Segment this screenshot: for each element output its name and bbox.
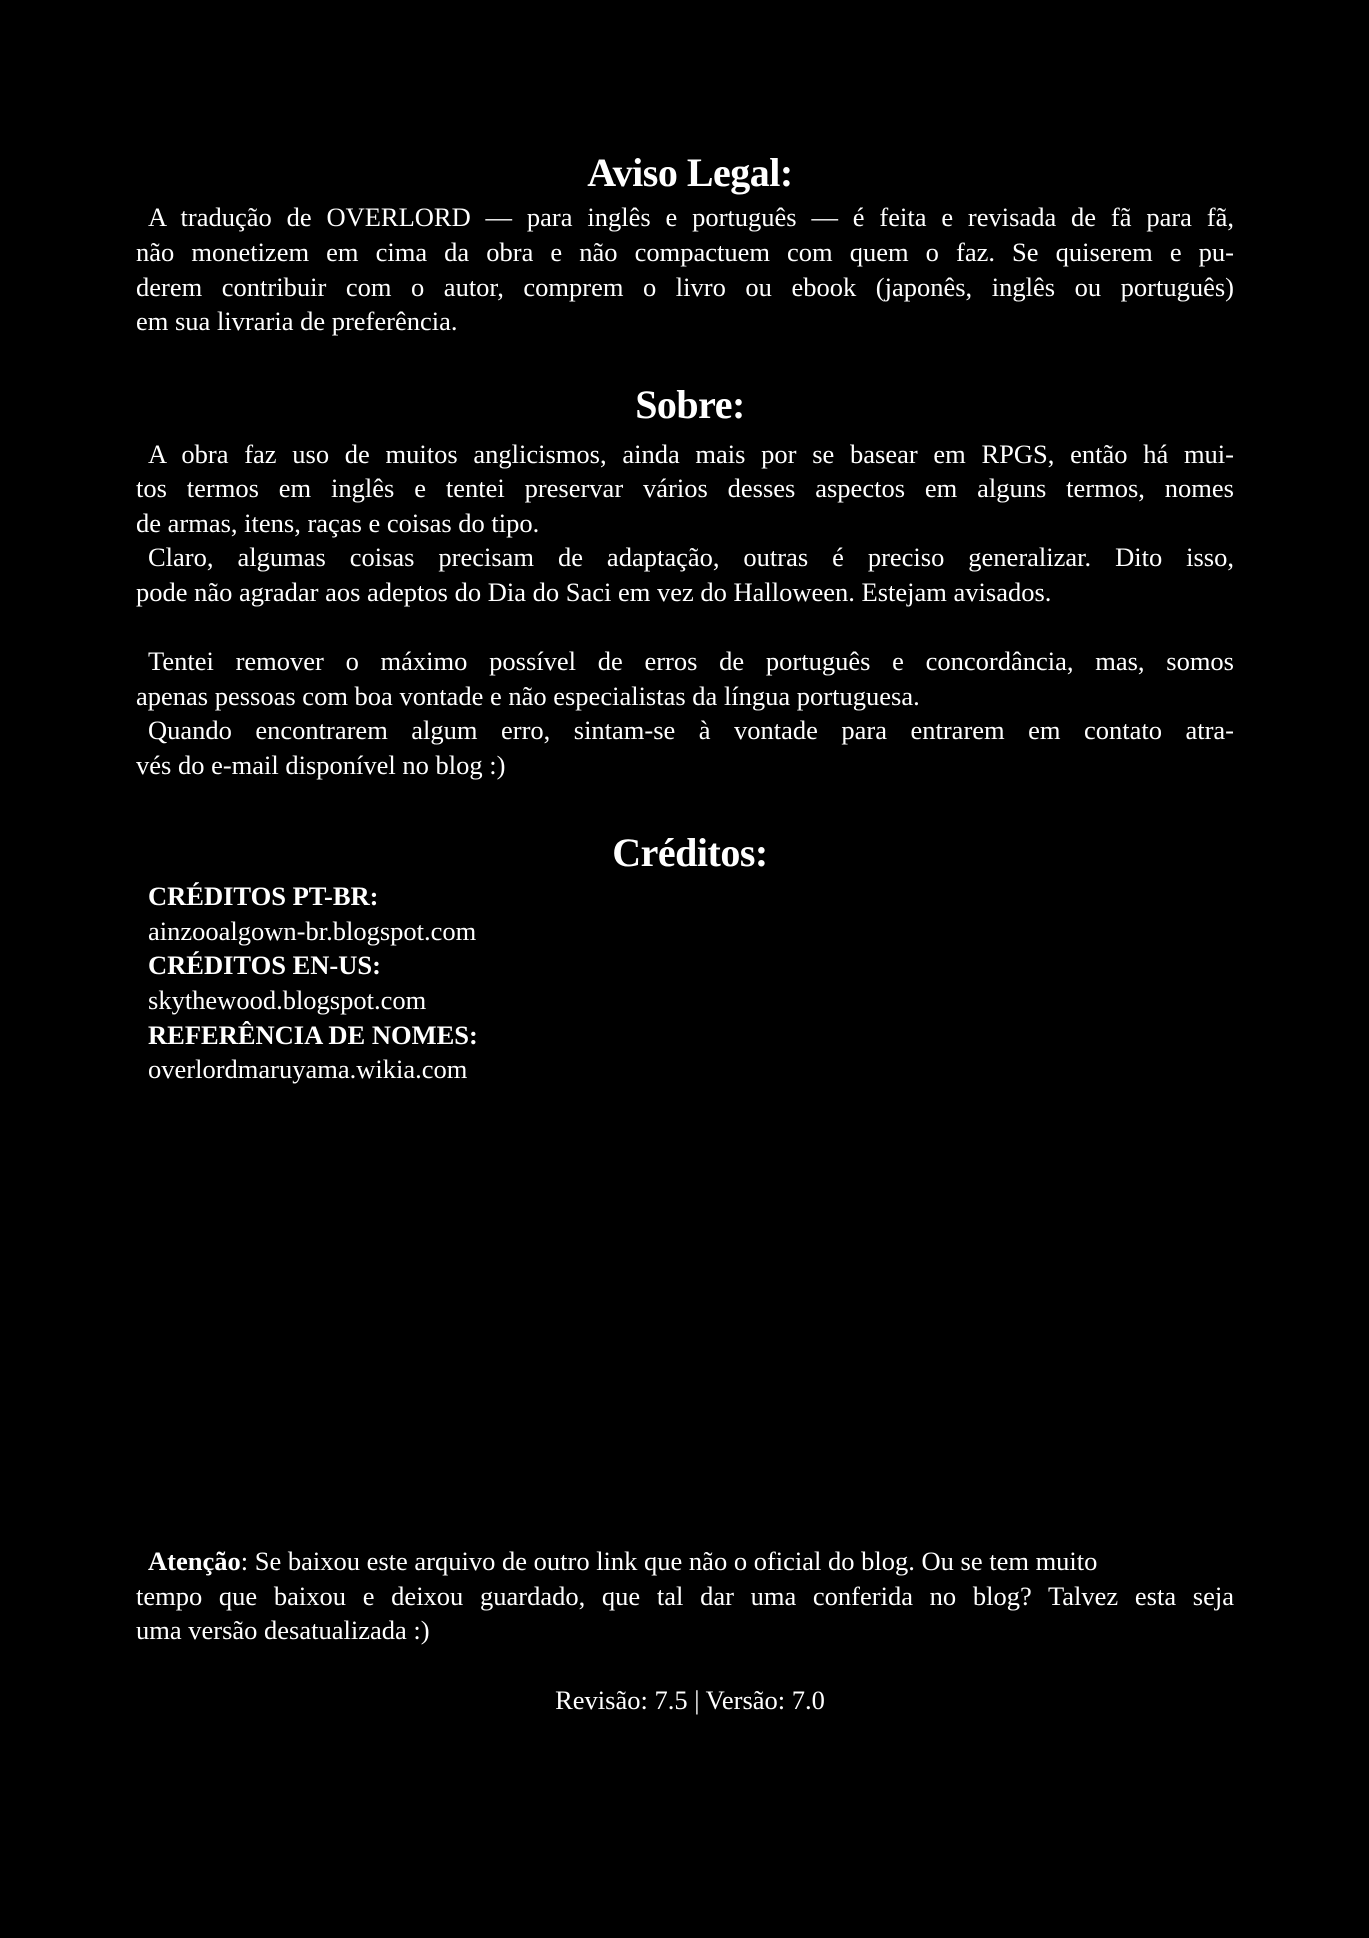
sobre-line: apenas pessoas com boa vontade e não especialistas da língua portuguesa. — [136, 681, 920, 711]
aviso-line: derem contribuir com o autor, comprem o livro ou ebook (japonês, inglês ou português) — [136, 272, 1234, 302]
sobre-line: Quando encontrarem algum erro, sintam-se à vontade para entrarem em contato atra- — [148, 715, 1234, 745]
revision-text: Revisão: 7.5 | Versão: 7.0 — [555, 1685, 825, 1715]
atencao-text: : Se baixou este arquivo de outro link que não o oficial do blog. Ou se tem muito — [240, 1546, 1098, 1576]
credit-label: CRÉDITOS EN-US: — [148, 950, 381, 980]
sobre-line: Tentei remover o máximo possível de erros de português e concordância, mas, somos — [148, 646, 1234, 676]
atencao-line: tempo que baixou e deixou guardado, que tal dar uma conferida no blog? Talvez esta seja — [136, 1581, 1234, 1611]
sobre-line: vés do e-mail disponível no blog :) — [136, 750, 506, 780]
aviso-legal-heading: Aviso Legal: — [587, 150, 793, 195]
aviso-line: A tradução de OVERLORD — para inglês e português — é feita e revisada de fã para fã, — [148, 202, 1234, 232]
sobre-line: Claro, algumas coisas precisam de adaptação, outras é preciso generalizar. Dito isso, — [148, 542, 1234, 572]
atencao-line: uma versão desatualizada :) — [136, 1615, 430, 1645]
sobre-heading: Sobre: — [635, 382, 745, 427]
atencao-line — [148, 1544, 1234, 1578]
credit-link[interactable]: overlordmaruyama.wikia.com — [148, 1054, 468, 1084]
credit-link[interactable]: ainzooalgown-br.blogspot.com — [148, 916, 477, 946]
credit-link[interactable]: skythewood.blogspot.com — [148, 985, 427, 1015]
aviso-line: em sua livraria de preferência. — [136, 306, 458, 336]
aviso-line: não monetizem em cima da obra e não compactuem com quem o faz. Se quiserem e pu- — [136, 237, 1234, 267]
credit-label: CRÉDITOS PT-BR: — [148, 881, 379, 911]
sobre-line: A obra faz uso de muitos anglicismos, ainda mais por se basear em RPGS, então há mui- — [148, 439, 1234, 469]
sobre-line: de armas, itens, raças e coisas do tipo. — [136, 508, 540, 538]
credit-label: REFERÊNCIA DE NOMES: — [148, 1020, 478, 1050]
creditos-heading: Créditos: — [612, 830, 768, 875]
atencao-label: Atenção — [148, 1546, 241, 1576]
sobre-line: tos termos em inglês e tentei preservar vários desses aspectos em alguns termos, nomes — [136, 473, 1234, 503]
sobre-line: pode não agradar aos adeptos do Dia do Saci em vez do Halloween. Estejam avisados. — [136, 577, 1052, 607]
